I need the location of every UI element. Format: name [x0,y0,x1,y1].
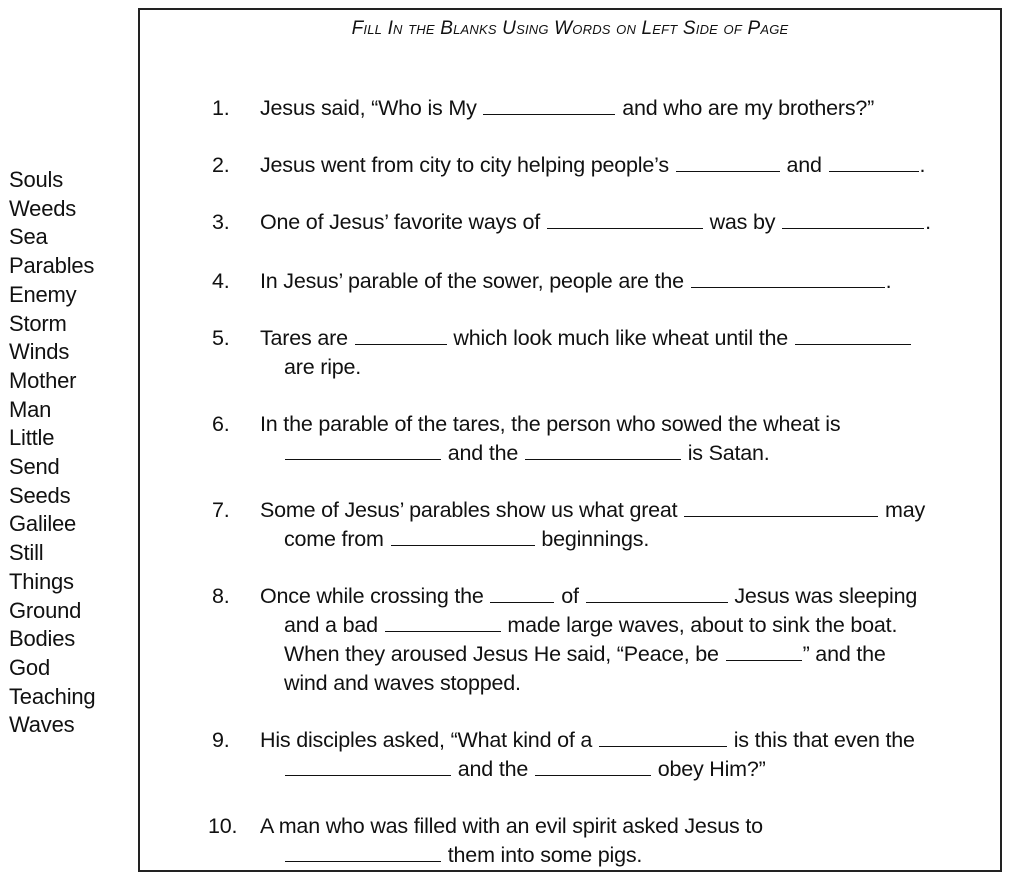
question-text: and the [457,757,529,781]
word-bank-item: Mother [9,367,77,393]
question-7 [212,496,1002,554]
question-text: When they aroused Jesus He said, “Peace, be [284,642,719,666]
question-text: Tares are [260,326,348,350]
question-text: One of Jesus’ favorite ways of [260,210,540,234]
question-text: and a bad [284,613,378,637]
answer-blank[interactable] [285,757,451,776]
question-number: 9. [212,728,230,752]
word-bank-item: Souls [9,167,64,192]
question-line [208,841,998,870]
question-3 [212,208,1002,237]
word-bank-item: God [9,654,50,680]
answer-blank[interactable] [490,584,554,603]
question-8 [212,582,1002,698]
word-bank-item: Man [9,396,52,422]
answer-blank[interactable] [355,326,447,345]
answer-blank[interactable] [547,210,703,229]
question-text: In the parable of the tares, the person who sowed the wheat is [260,412,841,436]
question-number: 2. [212,153,230,177]
question-9 [212,726,1002,784]
word-bank-item: Winds [9,339,70,365]
answer-blank[interactable] [829,153,919,172]
question-text: and the [447,441,519,465]
question-line [212,525,1002,554]
word-bank-item: Things [9,568,74,594]
question-text: was by [709,210,776,234]
question-text: is Satan. [687,441,770,465]
question-number: 3. [212,210,230,234]
question-line [212,439,1002,468]
answer-blank[interactable] [599,728,727,747]
answer-blank[interactable] [586,584,728,603]
question-number: 4. [212,269,230,293]
question-text: Jesus was sleeping [734,584,918,608]
question-line [212,755,1002,784]
question-text: and who are my brothers?” [622,96,875,120]
question-4 [212,267,1002,296]
question-10 [208,812,998,870]
question-number: 10. [208,814,238,838]
question-text: obey Him?” [657,757,766,781]
question-text: wind and waves stopped. [284,671,521,695]
question-2 [212,151,1002,180]
question-number: 6. [212,412,230,436]
question-text: beginnings. [541,527,650,551]
question-text: come from [284,527,384,551]
question-text: . [919,153,926,177]
question-text: them into some pigs. [447,843,643,867]
question-text: may [885,498,926,522]
question-text: Jesus went from city to city helping people’s [260,153,669,177]
word-bank-item: Ground [9,597,82,623]
answer-blank[interactable] [684,498,878,517]
answer-blank[interactable] [535,757,651,776]
question-text: ” and the [802,642,886,666]
word-bank-item: Little [9,425,55,451]
word-bank-item: Bodies [9,626,76,652]
word-bank-item: Weeds [9,195,77,221]
answer-blank[interactable] [525,441,681,460]
word-bank-item: Sea [9,224,48,250]
answer-blank[interactable] [285,441,441,460]
answer-blank[interactable] [691,269,885,288]
question-text: and [786,153,822,177]
word-bank [9,166,131,740]
word-bank-item: Galilee [9,511,77,537]
answer-blank[interactable] [782,210,924,229]
question-text: Once while crossing the [260,584,484,608]
question-text: are ripe. [284,355,362,379]
question-text: Jesus said, “Who is My [260,96,477,120]
word-bank-item: Send [9,454,60,480]
word-bank-item: Waves [9,712,75,738]
answer-blank[interactable] [795,326,911,345]
word-bank-item: Storm [9,310,67,336]
question-6 [212,410,1002,468]
question-line [212,611,1002,640]
question-number: 8. [212,584,230,608]
word-bank-item: Parables [9,253,95,279]
question-line [212,640,1002,669]
word-bank-item: Still [9,540,44,566]
question-text: which look much like wheat until the [453,326,788,350]
worksheet-title: Fill In the Blanks Using Words on Left Side of Page [351,18,789,39]
answer-blank[interactable] [385,613,501,632]
answer-blank[interactable] [391,527,535,546]
word-bank-item: Teaching [9,683,96,709]
question-text: In Jesus’ parable of the sower, people are the [260,269,684,293]
word-bank-item: Enemy [9,281,77,307]
answer-blank[interactable] [726,642,802,661]
answer-blank[interactable] [483,96,615,115]
question-text: of [561,584,579,608]
question-1 [212,94,1002,123]
answer-blank[interactable] [676,153,780,172]
question-text: His disciples asked, “What kind of a [260,728,593,752]
question-number: 1. [212,96,230,120]
worksheet-frame [138,8,1002,872]
question-text: A man who was filled with an evil spirit asked Jesus to [260,814,763,838]
word-bank-item: Seeds [9,482,71,508]
question-text: Some of Jesus’ parables show us what great [260,498,678,522]
question-5 [212,324,1002,382]
question-text: is this that even the [733,728,915,752]
answer-blank[interactable] [285,843,441,862]
question-text: . [925,210,931,234]
question-number: 7. [212,498,230,522]
question-number: 5. [212,326,230,350]
question-text: made large waves, about to sink the boat. [507,613,898,637]
question-text: . [885,269,892,293]
